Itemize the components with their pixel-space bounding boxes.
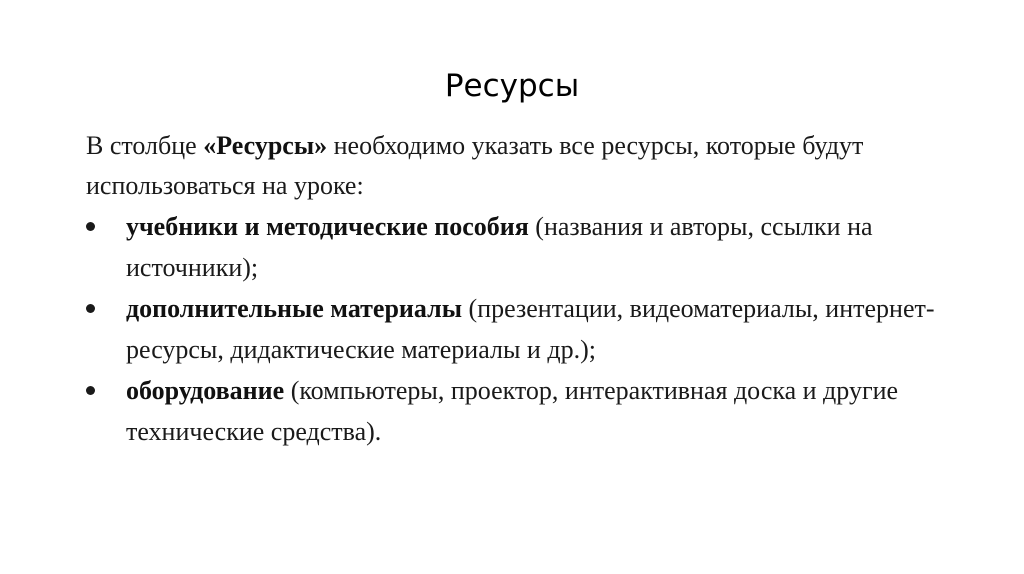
intro-after: необходимо указать все ресурсы, которые будут использоваться на уроке:: [86, 131, 864, 200]
list-item: [86, 206, 946, 288]
slide-title: Ресурсы: [444, 68, 580, 104]
list-item: [86, 288, 946, 370]
resource-list: [86, 206, 946, 452]
intro-paragraph: [86, 126, 946, 206]
list-item-bold: оборудование: [126, 376, 285, 405]
bullet-icon: [86, 222, 95, 231]
list-item-text: (названия и авторы, ссылки на источники);: [126, 212, 873, 282]
list-item: [86, 370, 946, 452]
intro-bold-term: «Ресурсы»: [203, 131, 328, 160]
bullet-icon: [86, 304, 95, 313]
list-item-text: (компьютеры, проектор, интерактивная доска и другие технические средства).: [126, 376, 899, 446]
intro-text: [86, 126, 946, 206]
list-item-text: (презентации, видеоматериалы, интернет-ресурсы, дидактические материалы и др.);: [126, 294, 935, 364]
list-item-bold: учебники и методические пособия: [126, 212, 529, 241]
list-item-bold: дополнительные материалы: [126, 294, 463, 323]
bullet-icon: [86, 386, 95, 395]
intro-before: В столбце: [86, 131, 204, 160]
